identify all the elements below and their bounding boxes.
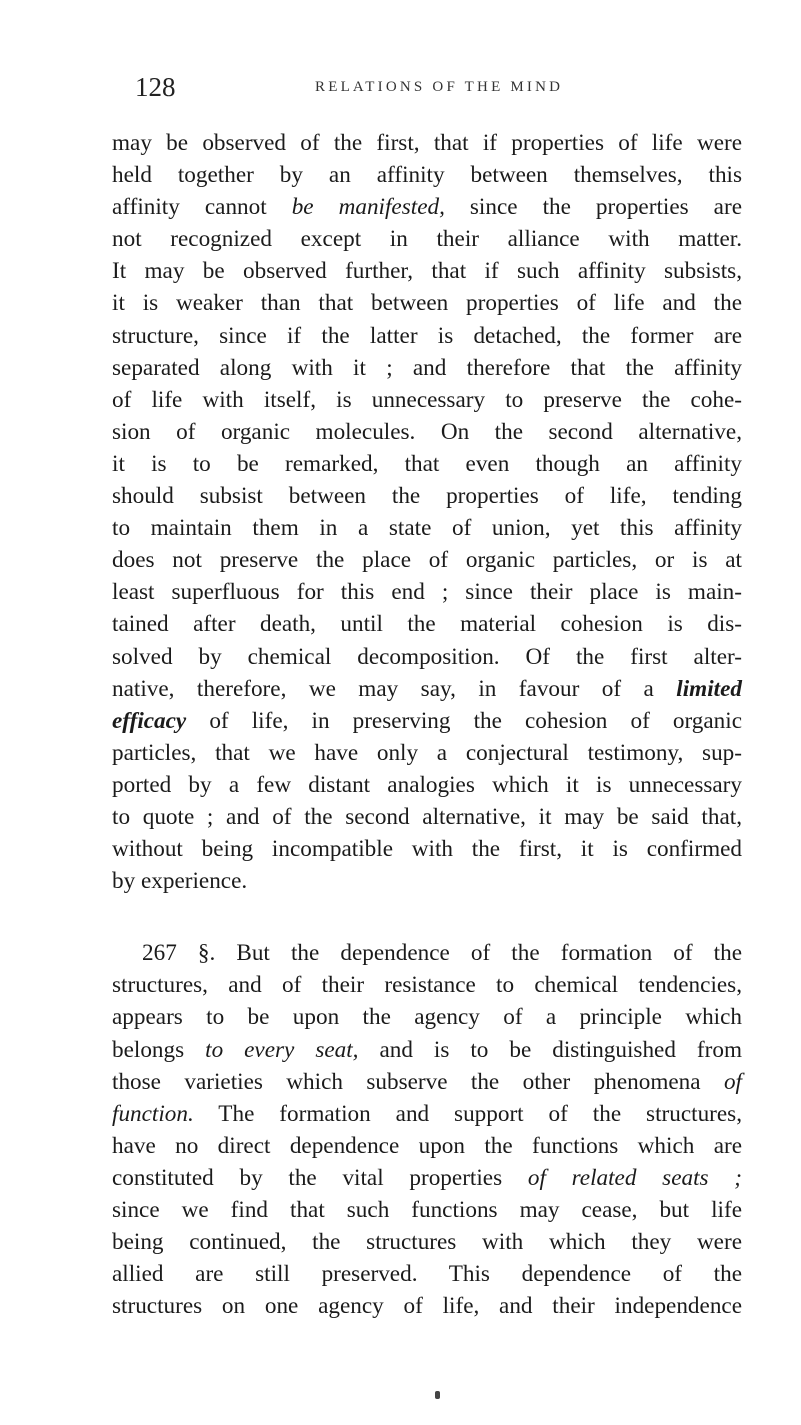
running-head: RELATIONS OF THE MIND [315,79,564,95]
italic-phrase: of related seats ; [527,1164,743,1191]
text-line: structures on one agency of life, and their independence [112,1293,742,1320]
text-line: sion of organic molecules. On the second alternative, [112,418,742,445]
text-line [112,1034,742,1066]
text-line: least superfluous for this end ; since their place is main- [112,579,742,606]
text-run: and is to be distinguished from [358,1036,742,1063]
text-run: belongs [112,1036,206,1063]
text-line: by experience. [112,868,248,895]
page-number: 128 [135,72,176,102]
text-line: It may be observed further, that if such affinity subsists, [112,258,742,285]
text-line: may be observed of the first, that if properties of life were [112,130,742,156]
text-run: since the properties are [444,194,742,221]
text-line [112,1066,742,1098]
text-run: The formation and support of the structures, [193,1100,742,1127]
text-line: held together by an affinity between themselves, this [112,162,742,189]
italic-phrase: limited [676,675,742,702]
text-line [112,1098,742,1130]
page-header [135,72,795,102]
text-line: have no direct dependence upon the functions which are [112,1132,742,1159]
text-line: to quote ; and of the second alternative, it may be said that, [112,803,742,830]
text-line: tained after death, until the material cohesion is dis- [112,611,742,638]
text-line: since we find that such functions may cease, but life [112,1197,742,1223]
text-line: structure, since if the latter is detached, the former are [112,322,742,349]
text-line: it is weaker than that between properties of life and the [112,290,742,317]
text-run: those varieties which subserve the other phenomena [112,1068,724,1095]
text-line: to maintain them in a state of union, yet this affinity [112,515,742,542]
text-line: it is to be remarked, that even though an affinity [112,450,742,477]
text-line: without being incompatible with the first, it is confirmed [112,836,742,863]
italic-phrase: function. [112,1100,194,1127]
italic-phrase: be manifested, [291,194,445,221]
text-line [112,705,742,737]
text-run: affinity cannot [112,194,292,221]
text-line: being continued, the structures with which they were [112,1229,742,1256]
text-run: of life, in preserving the cohesion of organic [186,707,742,734]
section-number: 267 §. [142,940,237,967]
text-run: native, therefore, we may say, in favour of a [112,675,677,702]
text-line: should subsist between the properties of life, tending [112,483,742,510]
paragraph-gap [112,897,742,937]
paragraph-2 [112,937,742,1322]
text-run: But the dependence of the formation of the [236,940,742,967]
text-run: constituted by the vital properties [112,1164,528,1191]
ink-mark [435,1391,440,1399]
text-line: of life with itself, is unnecessary to preserve the cohe- [112,386,742,413]
text-line: ported by a few distant analogies which it is unnecessary [112,771,742,798]
italic-phrase: efficacy [112,707,187,734]
text-line: allied are still preserved. This dependence of the [112,1261,742,1288]
text-line: particles, that we have only a conjectural testimony, sup- [112,739,742,766]
text-line [112,937,742,969]
text-line: appears to be upon the agency of a principle which [112,1004,742,1031]
text-line [112,673,742,705]
italic-phrase: to every seat, [205,1036,359,1063]
text-line: separated along with it ; and therefore that the affinity [112,354,742,381]
paragraph-1 [112,127,742,897]
text-line: does not preserve the place of organic particles, or is at [112,547,742,574]
body-text [112,127,742,1322]
text-line: structures, and of their resistance to chemical tendencies, [112,972,742,999]
italic-phrase: of [723,1068,742,1095]
text-line [112,191,742,223]
text-line [112,1162,742,1194]
text-line: not recognized except in their alliance with matter. [112,226,742,253]
text-line: solved by chemical decomposition. Of the first alter- [112,643,742,670]
